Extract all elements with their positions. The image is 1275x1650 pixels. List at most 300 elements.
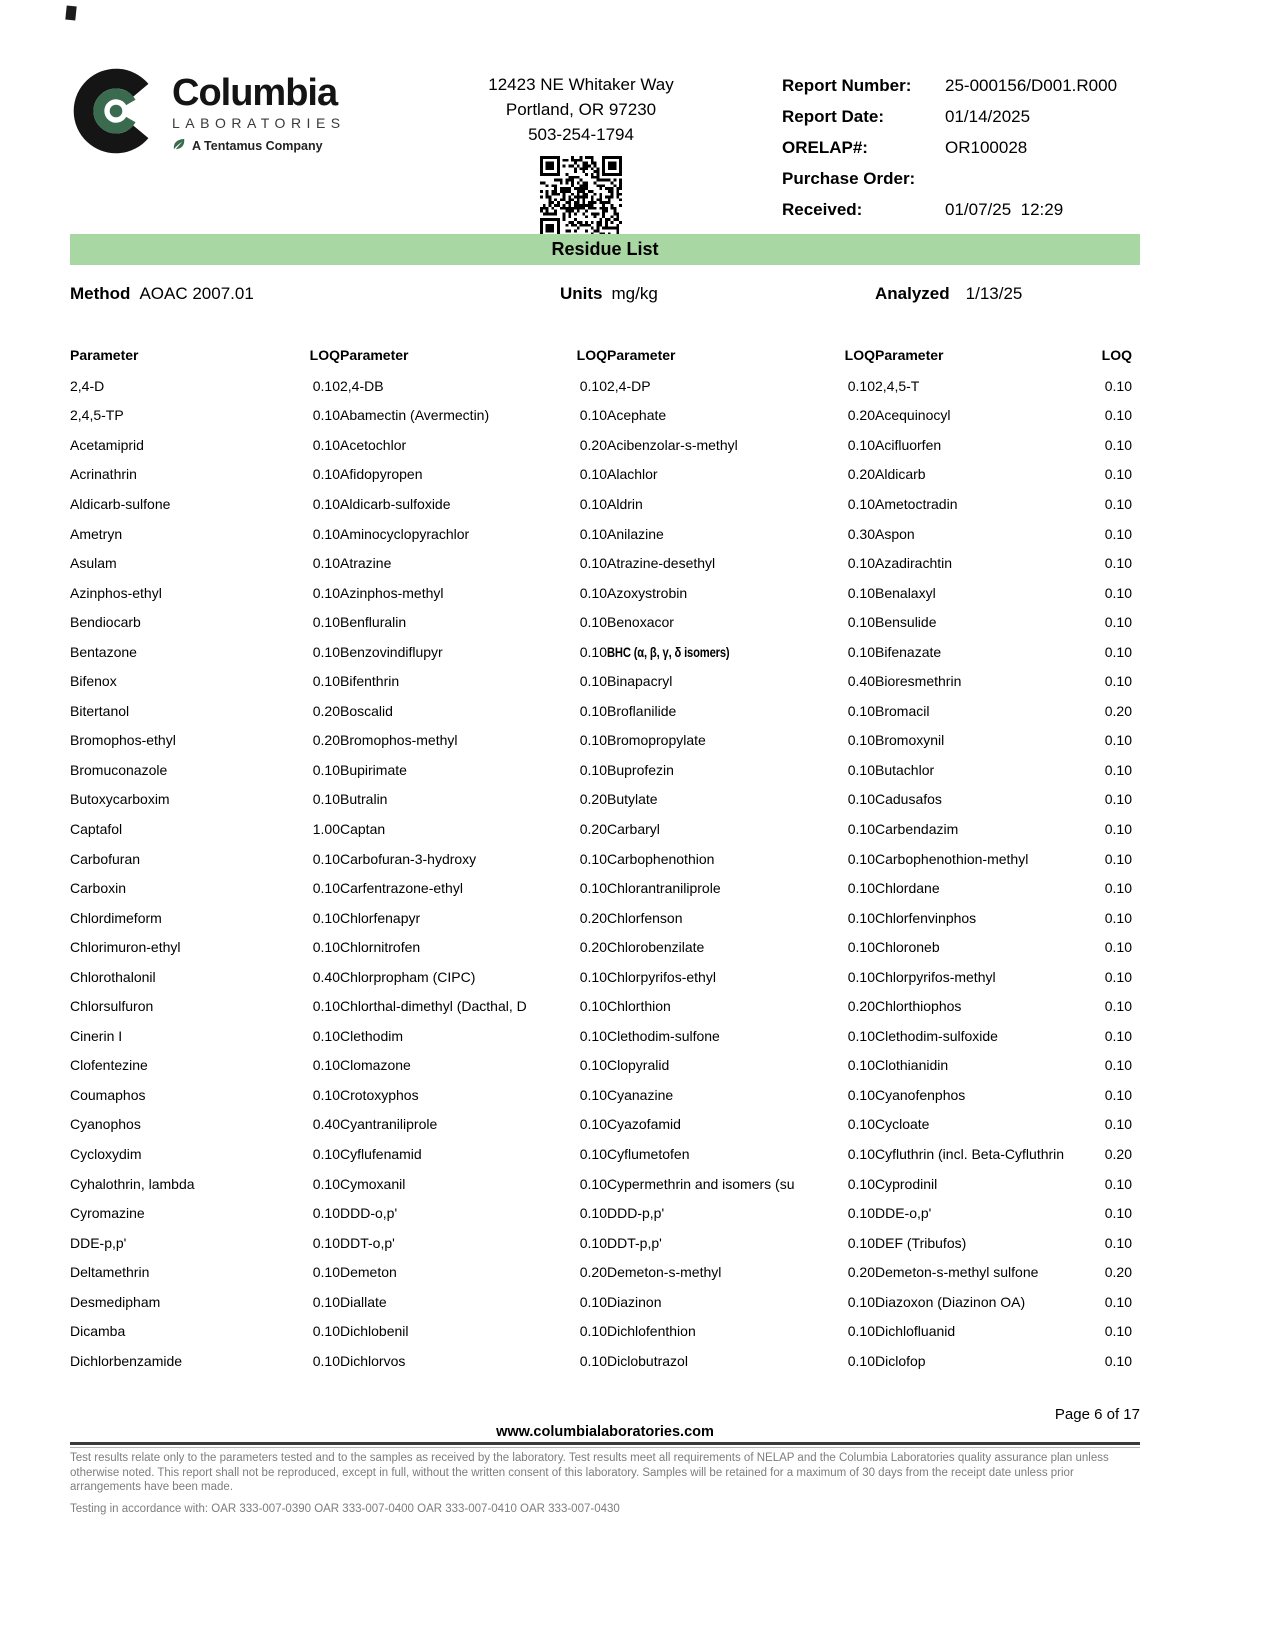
parameter-name: Chlorthiophos — [875, 998, 962, 1015]
parameter-name: Diazinon — [607, 1293, 662, 1310]
parameter-header: Parameter — [607, 347, 676, 363]
parameter-name: Carboxin — [70, 880, 127, 897]
parameter-name: Bromophos-ethyl — [70, 732, 176, 749]
parameter-name: Diclofop — [875, 1352, 926, 1369]
parameter-name: Cyflumetofen — [607, 1145, 690, 1162]
columbia-logo — [70, 66, 380, 245]
table-row — [70, 1198, 1140, 1228]
loq-header: LOQ — [309, 347, 340, 363]
parameter-name: Chloroneb — [875, 939, 940, 956]
parameter-name: Acetamiprid — [70, 436, 144, 453]
residue-table — [70, 339, 1140, 1376]
table-row — [70, 460, 1140, 490]
loq-value: 0.20 — [847, 407, 875, 424]
table-row — [70, 1169, 1140, 1199]
parameter-name: Chlorsulfuron — [70, 998, 154, 1015]
loq-value: 0.40 — [312, 1116, 340, 1133]
parameter-name: Demeton-s-methyl — [607, 1264, 722, 1281]
parameter-name: Bifenazate — [875, 643, 942, 660]
loq-value: 0.10 — [312, 1352, 340, 1369]
report-field — [782, 163, 1140, 194]
method-row — [70, 284, 1140, 308]
parameter-name: Cyazofamid — [607, 1116, 681, 1133]
parameter-name: DEF (Tribufos) — [875, 1234, 967, 1251]
parameter-name: Acephate — [607, 407, 667, 424]
table-row — [70, 430, 1140, 460]
parameter-name: Diazoxon (Diazinon OA) — [875, 1293, 1026, 1310]
loq-value: 0.10 — [1104, 673, 1132, 690]
parameter-name: Aminocyclopyrachlor — [340, 525, 470, 542]
loq-value: 0.10 — [579, 1116, 607, 1133]
scan-artifact-mark — [65, 6, 76, 21]
loq-value: 0.10 — [579, 673, 607, 690]
parameter-name: Benoxacor — [607, 614, 674, 631]
address-line-2: Portland, OR 97230 — [505, 100, 657, 119]
loq-value: 0.10 — [847, 614, 875, 631]
loq-value: 0.10 — [847, 880, 875, 897]
parameter-name: Acibenzolar-s-methyl — [607, 436, 738, 453]
parameter-name: Dichlorbenzamide — [70, 1352, 183, 1369]
parameter-name: Cycloxydim — [70, 1145, 142, 1162]
parameter-name: Asulam — [70, 555, 117, 572]
parameter-name: Atrazine — [340, 555, 392, 572]
table-row — [70, 873, 1140, 903]
parameter-name: Chlorfenapyr — [340, 909, 421, 926]
residue-table-header — [70, 339, 1140, 371]
loq-value: 0.20 — [579, 909, 607, 926]
loq-value: 0.30 — [847, 525, 875, 542]
loq-value: 0.10 — [847, 1145, 875, 1162]
section-title: Residue List — [551, 239, 659, 259]
parameter-name: Carfentrazone-ethyl — [340, 880, 463, 897]
parameter-name: Cyromazine — [70, 1205, 145, 1222]
loq-value: 0.10 — [847, 377, 875, 394]
parameter-name: Bentazone — [70, 643, 137, 660]
parameter-name: Chlorpyrifos-methyl — [875, 968, 996, 985]
analyzed-field — [875, 284, 1022, 304]
loq-value: 0.10 — [847, 436, 875, 453]
parameter-name: Cyprodinil — [875, 1175, 938, 1192]
loq-value: 0.20 — [579, 791, 607, 808]
loq-value: 0.10 — [312, 998, 340, 1015]
parameter-name: Boscalid — [340, 702, 393, 719]
loq-value: 0.10 — [579, 880, 607, 897]
table-row — [70, 903, 1140, 933]
loq-value: 0.10 — [847, 1234, 875, 1251]
loq-value: 0.10 — [1104, 466, 1132, 483]
loq-value: 0.10 — [312, 1027, 340, 1044]
loq-value: 0.10 — [1104, 643, 1132, 660]
loq-value: 0.10 — [847, 1027, 875, 1044]
loq-value: 0.10 — [579, 495, 607, 512]
parameter-header: Parameter — [70, 347, 139, 363]
parameter-name: Cadusafos — [875, 791, 942, 808]
parameter-name: Cyhalothrin, lambda — [70, 1175, 195, 1192]
loq-value: 0.10 — [579, 614, 607, 631]
parameter-name: 2,4-DP — [607, 377, 651, 394]
report-field-value: 25-000156/D001.R000 — [945, 75, 1118, 95]
report-field-label: Purchase Order: — [782, 168, 916, 188]
loq-value: 0.10 — [579, 702, 607, 719]
loq-value: 0.20 — [1104, 702, 1132, 719]
report-field-value: 01/07/25 12:29 — [945, 199, 1064, 219]
table-row — [70, 932, 1140, 962]
loq-value: 0.10 — [847, 968, 875, 985]
report-field-value: OR100028 — [945, 137, 1028, 157]
parameter-name: Deltamethrin — [70, 1264, 150, 1281]
loq-value: 0.10 — [312, 643, 340, 660]
table-row — [70, 637, 1140, 667]
table-row — [70, 844, 1140, 874]
brand-tagline-text: A Tentamus Company — [192, 139, 323, 153]
table-row — [70, 1021, 1140, 1051]
parameter-name: Chlorpropham (CIPC) — [340, 968, 476, 985]
method-field — [70, 284, 254, 304]
parameter-name: Chlorothalonil — [70, 968, 156, 985]
parameter-name: Chlorthal-dimethyl (Dacthal, D — [340, 998, 527, 1015]
loq-value: 0.10 — [312, 377, 340, 394]
loq-value: 0.10 — [847, 791, 875, 808]
report-field — [782, 70, 1140, 101]
parameter-name: BHC (α, β, γ, δ isomers) — [607, 643, 730, 660]
loq-value: 0.10 — [579, 998, 607, 1015]
parameter-name: 2,4,5-T — [875, 377, 920, 394]
loq-value: 0.20 — [1104, 1264, 1132, 1281]
report-info — [782, 66, 1140, 245]
parameter-name: Crotoxyphos — [340, 1086, 419, 1103]
parameter-name: Chlorimuron-ethyl — [70, 939, 181, 956]
loq-value: 0.10 — [1104, 1293, 1132, 1310]
loq-value: 0.20 — [847, 466, 875, 483]
loq-value: 0.10 — [579, 407, 607, 424]
loq-value: 0.10 — [312, 584, 340, 601]
table-row — [70, 666, 1140, 696]
loq-value: 0.10 — [312, 1323, 340, 1340]
loq-value: 0.10 — [579, 732, 607, 749]
parameter-name: Carbendazim — [875, 820, 959, 837]
table-row — [70, 755, 1140, 785]
loq-value: 0.10 — [579, 525, 607, 542]
units-value: mg/kg — [611, 284, 658, 303]
loq-value: 0.10 — [312, 761, 340, 778]
loq-value: 0.10 — [1104, 820, 1132, 837]
loq-value: 0.10 — [1104, 1352, 1132, 1369]
parameter-name: Cyanofenphos — [875, 1086, 966, 1103]
loq-value: 0.10 — [847, 1293, 875, 1310]
loq-value: 0.10 — [579, 1175, 607, 1192]
loq-value: 0.10 — [579, 584, 607, 601]
parameter-header: Parameter — [875, 347, 944, 363]
table-row — [70, 1051, 1140, 1081]
loq-value: 0.10 — [312, 1175, 340, 1192]
table-row — [70, 962, 1140, 992]
parameter-name: Bioresmethrin — [875, 673, 962, 690]
loq-value: 0.10 — [1104, 495, 1132, 512]
loq-value: 0.10 — [1104, 436, 1132, 453]
parameter-name: Binapacryl — [607, 673, 673, 690]
parameter-name: DDD-p,p' — [607, 1205, 665, 1222]
qr-code — [380, 156, 782, 245]
loq-value: 0.10 — [579, 1145, 607, 1162]
parameter-name: Aspon — [875, 525, 915, 542]
address-line-1: 12423 NE Whitaker Way — [488, 75, 674, 94]
loq-value: 0.10 — [1104, 1175, 1132, 1192]
loq-value: 0.10 — [312, 436, 340, 453]
parameter-name: Chlorfenson — [607, 909, 683, 926]
parameter-name: Acrinathrin — [70, 466, 137, 483]
table-row — [70, 1139, 1140, 1169]
parameter-name: Bifenthrin — [340, 673, 400, 690]
loq-value: 0.10 — [847, 1057, 875, 1074]
section-banner — [70, 234, 1140, 265]
loq-value: 0.10 — [847, 732, 875, 749]
report-field-label: Received: — [782, 199, 863, 219]
loq-value: 0.10 — [1104, 1027, 1132, 1044]
parameter-name: Dicamba — [70, 1323, 126, 1340]
columbia-logo-icon — [70, 66, 162, 161]
loq-value: 0.10 — [579, 968, 607, 985]
report-field-label: ORELAP#: — [782, 137, 868, 157]
report-field-value: 01/14/2025 — [945, 106, 1031, 126]
lab-address — [380, 66, 782, 245]
table-row — [70, 814, 1140, 844]
loq-value: 0.10 — [579, 1352, 607, 1369]
loq-value: 0.10 — [1104, 1234, 1132, 1251]
parameter-name: Chlordimeform — [70, 909, 162, 926]
loq-value: 0.10 — [1104, 525, 1132, 542]
loq-value: 0.10 — [1104, 968, 1132, 985]
units-field — [560, 284, 658, 304]
parameter-name: Carbofuran-3-hydroxy — [340, 850, 477, 867]
loq-value: 0.40 — [312, 968, 340, 985]
parameter-name: Chlorantraniliprole — [607, 880, 721, 897]
parameter-name: Bitertanol — [70, 702, 130, 719]
analyzed-value: 1/13/25 — [965, 284, 1023, 303]
parameter-name: Butachlor — [875, 761, 935, 778]
loq-value: 0.10 — [1104, 1057, 1132, 1074]
units-label: Units — [560, 284, 603, 303]
parameter-name: Broflanilide — [607, 702, 677, 719]
parameter-name: Acifluorfen — [875, 436, 942, 453]
loq-value: 0.20 — [579, 436, 607, 453]
parameter-name: Azadirachtin — [875, 555, 953, 572]
loq-value: 0.10 — [1104, 1086, 1132, 1103]
parameter-name: Bupirimate — [340, 761, 407, 778]
residue-table-rows — [70, 371, 1140, 1376]
parameter-name: Cyflufenamid — [340, 1145, 422, 1162]
loq-value: 0.10 — [1104, 1116, 1132, 1133]
parameter-name: Bendiocarb — [70, 614, 141, 631]
parameter-name: Carbophenothion-methyl — [875, 850, 1029, 867]
parameter-name: Anilazine — [607, 525, 664, 542]
table-row — [70, 1110, 1140, 1140]
table-row — [70, 1257, 1140, 1287]
footer-divider — [70, 1442, 1140, 1448]
table-row — [70, 401, 1140, 431]
loq-value: 0.10 — [579, 1027, 607, 1044]
parameter-name: Azinphos-ethyl — [70, 584, 162, 601]
parameter-name: Captafol — [70, 820, 123, 837]
lab-phone: 503-254-1794 — [528, 125, 634, 144]
parameter-name: Aldicarb-sulfone — [70, 495, 171, 512]
parameter-name: Bensulide — [875, 614, 937, 631]
loq-value: 0.10 — [579, 850, 607, 867]
testing-accordance-text: Testing in accordance with: OAR 333-007-0390 OAR 333-007-0400 OAR 333-007-0410 OAR 333-007-0430 — [70, 1502, 620, 1515]
parameter-name: Ametoctradin — [875, 495, 958, 512]
loq-value: 0.10 — [312, 407, 340, 424]
table-row — [70, 726, 1140, 756]
loq-value: 0.10 — [579, 1323, 607, 1340]
loq-value: 0.20 — [847, 998, 875, 1015]
parameter-name: Alachlor — [607, 466, 658, 483]
loq-value: 0.10 — [847, 1352, 875, 1369]
loq-value: 0.10 — [1104, 791, 1132, 808]
loq-value: 0.10 — [847, 850, 875, 867]
loq-value: 0.10 — [312, 791, 340, 808]
loq-value: 0.10 — [847, 1323, 875, 1340]
loq-value: 0.20 — [579, 820, 607, 837]
loq-value: 0.10 — [847, 643, 875, 660]
parameter-name: Demeton — [340, 1264, 397, 1281]
loq-value: 0.20 — [312, 702, 340, 719]
loq-value: 0.10 — [579, 1234, 607, 1251]
parameter-name: Benfluralin — [340, 614, 407, 631]
report-header — [70, 66, 1140, 245]
loq-value: 0.10 — [579, 761, 607, 778]
table-row — [70, 1080, 1140, 1110]
disclaimer-text: Test results relate only to the parameters tested and to the samples as received by the laboratory. Test results meet all requirements of NELAP and the Columbia Laboratories quality assurance plan unless otherwise noted. This report shall not be reproduced, except in full, without the written consent of this laboratory. Samples will be retained for a maximum of 30 days from the receipt date unless prior arrangements have been made. — [70, 1452, 1109, 1493]
parameter-name: Bromacil — [875, 702, 930, 719]
loq-value: 0.10 — [1104, 732, 1132, 749]
loq-value: 0.10 — [1104, 1323, 1132, 1340]
loq-header: LOQ — [1101, 347, 1132, 363]
table-row — [70, 519, 1140, 549]
parameter-name: Cyanophos — [70, 1116, 141, 1133]
table-row — [70, 371, 1140, 401]
parameter-name: Bromophos-methyl — [340, 732, 458, 749]
table-row — [70, 1317, 1140, 1347]
loq-value: 0.10 — [847, 909, 875, 926]
report-field-label: Report Date: — [782, 106, 885, 126]
parameter-name: 2,4-DB — [340, 377, 384, 394]
parameter-name: Benzovindiflupyr — [340, 643, 443, 660]
table-row — [70, 548, 1140, 578]
website-link[interactable]: www.columbialaboratories.com — [496, 1424, 714, 1440]
brand-tagline — [172, 137, 346, 155]
loq-value: 0.10 — [579, 466, 607, 483]
loq-value: 0.10 — [579, 1205, 607, 1222]
parameter-name: Clothianidin — [875, 1057, 949, 1074]
loq-value: 0.10 — [312, 495, 340, 512]
report-field — [782, 194, 1140, 225]
loq-value: 0.10 — [847, 1175, 875, 1192]
parameter-name: Diclobutrazol — [607, 1352, 688, 1369]
page-number: Page 6 of 17 — [1054, 1406, 1140, 1423]
parameter-name: Carbaryl — [607, 820, 660, 837]
parameter-name: Clethodim — [340, 1027, 404, 1044]
parameter-name: Azoxystrobin — [607, 584, 688, 601]
loq-value: 0.10 — [847, 584, 875, 601]
parameter-name: DDE-o,p' — [875, 1205, 932, 1222]
parameter-name: 2,4-D — [70, 377, 105, 394]
parameter-name: Dichlobenil — [340, 1323, 409, 1340]
loq-header: LOQ — [576, 347, 607, 363]
parameter-name: Chlorthion — [607, 998, 671, 1015]
loq-value: 0.10 — [1104, 761, 1132, 778]
parameter-name: Butylate — [607, 791, 658, 808]
loq-value: 0.10 — [312, 1205, 340, 1222]
parameter-name: Clomazone — [340, 1057, 411, 1074]
parameter-name: Abamectin (Avermectin) — [340, 407, 490, 424]
loq-value: 0.40 — [847, 673, 875, 690]
loq-value: 0.10 — [1104, 909, 1132, 926]
parameter-name: Acetochlor — [340, 436, 407, 453]
loq-value: 0.10 — [847, 820, 875, 837]
table-row — [70, 578, 1140, 608]
parameter-name: Buprofezin — [607, 761, 674, 778]
parameter-name: 2,4,5-TP — [70, 407, 124, 424]
leaf-icon — [172, 137, 187, 155]
parameter-name: Cyanazine — [607, 1086, 674, 1103]
loq-value: 0.10 — [312, 1145, 340, 1162]
parameter-name: Carbofuran — [70, 850, 141, 867]
parameter-name: Afidopyropen — [340, 466, 423, 483]
loq-value: 0.10 — [1104, 555, 1132, 572]
loq-value: 0.10 — [579, 377, 607, 394]
parameter-name: Cymoxanil — [340, 1175, 406, 1192]
loq-value: 0.10 — [312, 525, 340, 542]
loq-value: 0.10 — [579, 555, 607, 572]
loq-value: 0.10 — [847, 1086, 875, 1103]
parameter-name: Cinerin I — [70, 1027, 123, 1044]
table-row — [70, 991, 1140, 1021]
parameter-name: Chlordane — [875, 880, 940, 897]
brand-name: Columbia — [172, 72, 338, 114]
parameter-name: Coumaphos — [70, 1086, 146, 1103]
parameter-name: Chlorpyrifos-ethyl — [607, 968, 716, 985]
loq-value: 0.10 — [312, 1086, 340, 1103]
parameter-header: Parameter — [340, 347, 409, 363]
loq-value: 0.10 — [847, 495, 875, 512]
loq-value: 0.10 — [312, 1264, 340, 1281]
brand-subtitle: LABORATORIES — [172, 115, 346, 131]
parameter-name: Acequinocyl — [875, 407, 951, 424]
parameter-name: Demeton-s-methyl sulfone — [875, 1264, 1039, 1281]
report-field — [782, 132, 1140, 163]
loq-value: 0.10 — [847, 702, 875, 719]
loq-value: 0.10 — [312, 555, 340, 572]
loq-value: 0.10 — [312, 880, 340, 897]
parameter-name: Clofentezine — [70, 1057, 148, 1074]
parameter-name: Bromopropylate — [607, 732, 706, 749]
parameter-name: Azinphos-methyl — [340, 584, 444, 601]
table-row — [70, 1287, 1140, 1317]
loq-value: 0.10 — [847, 555, 875, 572]
parameter-name: Chlorobenzilate — [607, 939, 705, 956]
loq-value: 0.10 — [312, 1057, 340, 1074]
parameter-name: Chlornitrofen — [340, 939, 421, 956]
parameter-name: Benalaxyl — [875, 584, 936, 601]
parameter-name: Butralin — [340, 791, 388, 808]
report-footer — [70, 1406, 1140, 1516]
parameter-name: Aldrin — [607, 495, 643, 512]
table-row — [70, 489, 1140, 519]
parameter-name: Dichlofenthion — [607, 1323, 696, 1340]
parameter-name: Bromoxynil — [875, 732, 945, 749]
parameter-name: Clopyralid — [607, 1057, 670, 1074]
loq-value: 0.10 — [579, 643, 607, 660]
loq-value: 0.10 — [847, 761, 875, 778]
